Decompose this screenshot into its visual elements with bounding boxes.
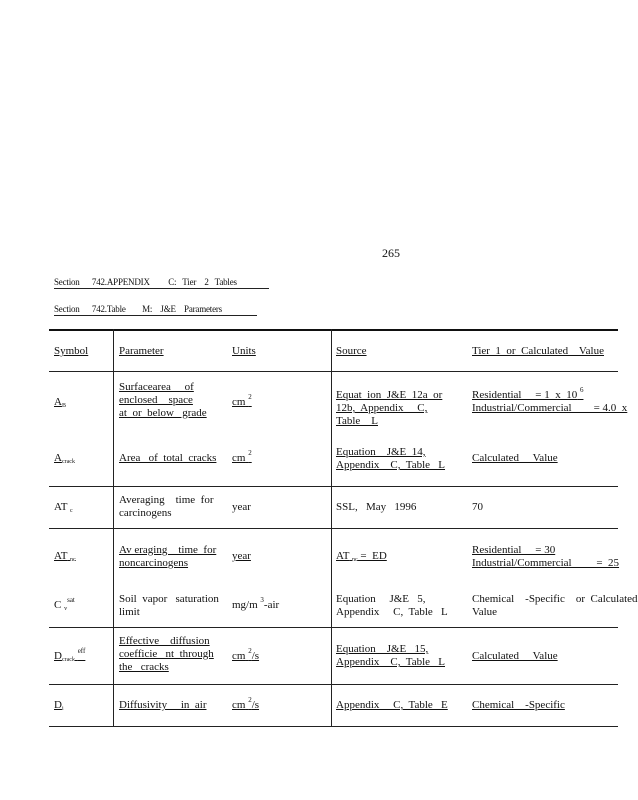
column-divider [331,329,332,727]
units-cell: year [232,501,251,513]
source-cell: Equat ion J&E 12a or 12b, Appendix C, Table L [336,389,443,427]
units-cell: cm $^2$ [232,449,252,464]
section-header: Section 742.APPENDIX C: Tier 2 Tables [54,277,269,289]
source-cell: SSL, May 1996 [336,501,417,513]
parameter-cell: Area of total cracks [119,452,217,464]
parameter-cell: Effective diffusion coefficie nt through the cracks [119,635,214,673]
units-cell: cm $^2$/s [232,696,260,711]
header-bottom-rule [49,371,618,372]
symbol-cell: C $_v^{sat}$ [54,596,75,612]
tier-cell: Chemical -Specific [472,699,565,711]
parameter-cell: Av eraging time for noncarcinogens [119,544,217,569]
symbol-cell: $D_i$ [54,699,64,712]
parameter-cell: Averaging time for carcinogens [119,494,214,519]
row-divider [49,627,618,628]
source-cell: AT $_{nc}$ = ED [336,550,387,563]
row-divider [49,486,618,487]
symbol-cell: $D_{crack}$ $^{eff}$ [54,647,86,663]
units-cell: year [232,550,251,562]
tier-cell: Chemical -Specific or Calculated [472,593,638,605]
parameter-cell: Surfacearea of enclosed space at or below grade [119,381,207,419]
header-tier: Tier 1 or Calculated Value [472,345,604,357]
tier-cell: Residential = 30 [472,544,556,556]
tier-cell-line2: Industrial/Commercial = 25 [472,557,620,569]
table-top-rule [49,329,618,331]
tier-cell: Calculated Value [472,452,558,464]
header-symbol: Symbol [54,345,89,357]
row-divider [49,684,618,685]
table-title: Section 742.Table M: J&E Parameters [54,304,257,316]
tier-cell-line2: Value [472,606,498,618]
units-cell: cm $^2$ [232,393,252,408]
header-source: Source [336,345,367,357]
tier-cell: Calculated Value [472,650,558,662]
symbol-cell: AT $_{nc}$ [54,550,76,563]
header-parameter: Parameter [119,345,164,357]
source-cell: Appendix C, Table E [336,699,448,711]
symbol-cell: $A_{crack}$ [54,452,75,465]
tier-cell-line2: Industrial/Commercial = 4.0 x [472,402,628,414]
source-cell: Equation J&E 14, Appendix C, Table L [336,446,446,471]
source-cell: Equation J&E 15, Appendix C, Table L [336,643,446,668]
tier-cell: 70 [472,501,483,513]
units-cell: mg/m $^3$-air [232,596,280,611]
units-cell: cm $^2$/s [232,647,260,662]
parameter-cell: Soil vapor saturation limit [119,593,219,618]
table-bottom-rule [49,726,618,727]
header-units: Units [232,345,256,357]
page-number: 265 [382,246,400,260]
symbol-cell: AT $_c$ [54,501,73,514]
column-divider [113,329,114,727]
row-divider [49,528,618,529]
tier-cell: Residential = 1 x 10 $^6$ [472,386,584,401]
symbol-cell: $A_B$ [54,396,66,409]
source-cell: Equation J&E 5, Appendix C, Table L [336,593,448,618]
parameter-cell: Diffusivity in air [119,699,207,711]
